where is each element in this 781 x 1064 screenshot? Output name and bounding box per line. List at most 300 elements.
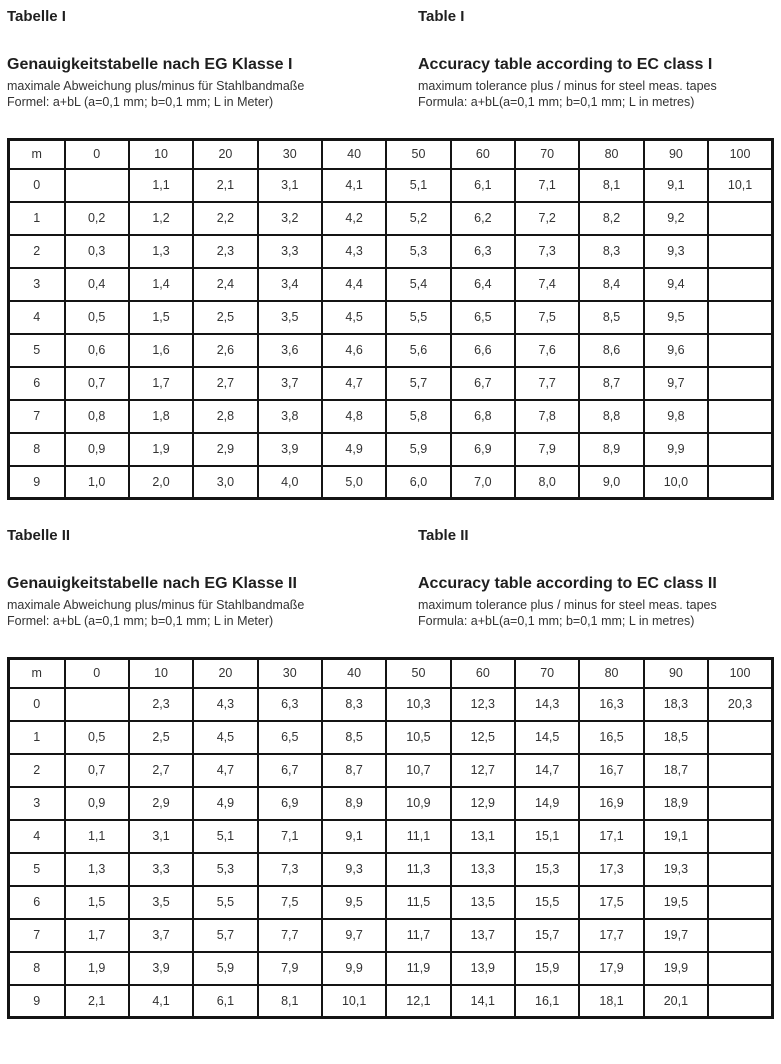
- table-cell: 4,7: [193, 754, 257, 787]
- table-cell: 12,1: [386, 985, 450, 1018]
- table-cell: 3,6: [258, 334, 322, 367]
- table-cell: [708, 787, 772, 820]
- table-cell: 0,8: [65, 400, 129, 433]
- table-row: [9, 886, 773, 919]
- table-cell: 1,5: [65, 886, 129, 919]
- table-cell: [708, 235, 772, 268]
- table-cell: 13,3: [451, 853, 515, 886]
- table-formula-de: Formel: a+bL (a=0,1 mm; b=0,1 mm; L in Meter): [7, 95, 274, 109]
- table-cell: 6,7: [258, 754, 322, 787]
- table-cell: 11,7: [386, 919, 450, 952]
- table-cell: 11,3: [386, 853, 450, 886]
- table-cell: 6,0: [386, 466, 450, 499]
- table-cell: 7,5: [515, 301, 579, 334]
- table-cell: 1,1: [129, 169, 193, 202]
- table-cell: 0,3: [65, 235, 129, 268]
- table-cell: 6,4: [451, 268, 515, 301]
- table-cell: 1,9: [65, 952, 129, 985]
- table-cell: 2,0: [129, 466, 193, 499]
- accuracy-table-class-2: [7, 657, 774, 1019]
- table-cell: 12,7: [451, 754, 515, 787]
- table-cell: 1,9: [129, 433, 193, 466]
- table-cell: 5,7: [386, 367, 450, 400]
- table-cell: 6,5: [451, 301, 515, 334]
- table-cell: 1,2: [129, 202, 193, 235]
- table-cell: 7,7: [258, 919, 322, 952]
- row-header: 6: [9, 886, 65, 919]
- column-header: 90: [644, 659, 708, 688]
- section-label-de: Tabelle II: [7, 527, 71, 544]
- table-cell: 1,7: [129, 367, 193, 400]
- table-cell: 2,3: [129, 688, 193, 721]
- table-cell: 5,9: [386, 433, 450, 466]
- table-cell: 5,6: [386, 334, 450, 367]
- table-cell: 4,2: [322, 202, 386, 235]
- table-cell: 14,1: [451, 985, 515, 1018]
- table-formula-en: Formula: a+bL(a=0,1 mm; b=0,1 mm; L in metres): [418, 95, 695, 109]
- table-cell: 7,1: [258, 820, 322, 853]
- table-cell: 3,9: [258, 433, 322, 466]
- table-cell: [708, 466, 772, 499]
- table-cell: 2,1: [193, 169, 257, 202]
- row-header: 3: [9, 268, 65, 301]
- table-cell: 3,5: [258, 301, 322, 334]
- table-cell: 12,9: [451, 787, 515, 820]
- table-cell: 12,5: [451, 721, 515, 754]
- table-cell: 1,0: [65, 466, 129, 499]
- table-cell: 15,3: [515, 853, 579, 886]
- row-header: 8: [9, 433, 65, 466]
- table-cell: 4,1: [129, 985, 193, 1018]
- column-header: 60: [451, 659, 515, 688]
- table-cell: 2,6: [193, 334, 257, 367]
- row-header: 3: [9, 787, 65, 820]
- column-header: 60: [451, 140, 515, 169]
- table-cell: 14,9: [515, 787, 579, 820]
- table-cell: 0,5: [65, 721, 129, 754]
- table-cell: 5,3: [386, 235, 450, 268]
- table-cell: 15,5: [515, 886, 579, 919]
- table-cell: 2,9: [129, 787, 193, 820]
- table-cell: 15,9: [515, 952, 579, 985]
- table-cell: [708, 400, 772, 433]
- table-cell: 1,3: [129, 235, 193, 268]
- table-cell: 14,7: [515, 754, 579, 787]
- row-header: 7: [9, 919, 65, 952]
- table-cell: 13,9: [451, 952, 515, 985]
- table-cell: 9,2: [644, 202, 708, 235]
- table-cell: 14,3: [515, 688, 579, 721]
- table-cell: 6,2: [451, 202, 515, 235]
- table-title-en: Accuracy table according to EC class II: [418, 575, 717, 592]
- table-cell: 10,1: [322, 985, 386, 1018]
- section-label-en: Table II: [418, 527, 469, 544]
- table-subtitle-en: maximum tolerance plus / minus for steel meas. tapes: [418, 598, 717, 612]
- table-cell: 9,9: [644, 433, 708, 466]
- table-cell: 2,9: [193, 433, 257, 466]
- table-cell: 2,7: [193, 367, 257, 400]
- table-cell: 10,9: [386, 787, 450, 820]
- table-cell: 17,7: [579, 919, 643, 952]
- table-cell: 9,4: [644, 268, 708, 301]
- row-header: 1: [9, 202, 65, 235]
- table-cell: 18,7: [644, 754, 708, 787]
- table-cell: 8,6: [579, 334, 643, 367]
- table-cell: 19,7: [644, 919, 708, 952]
- column-header: 10: [129, 659, 193, 688]
- table-cell: 8,8: [579, 400, 643, 433]
- table-row: [9, 787, 773, 820]
- table-cell: 8,2: [579, 202, 643, 235]
- table-cell: 6,7: [451, 367, 515, 400]
- column-header: 30: [258, 140, 322, 169]
- column-header: 40: [322, 140, 386, 169]
- table-cell: 4,3: [193, 688, 257, 721]
- table-header-row: [9, 140, 773, 169]
- accuracy-table-class-1: [7, 138, 774, 500]
- table-cell: 1,3: [65, 853, 129, 886]
- row-header: 9: [9, 985, 65, 1018]
- table-cell: 19,9: [644, 952, 708, 985]
- table-cell: 8,9: [579, 433, 643, 466]
- table-cell: [708, 367, 772, 400]
- table-cell: 19,3: [644, 853, 708, 886]
- table-cell: [708, 952, 772, 985]
- table-cell: 2,3: [193, 235, 257, 268]
- table-cell: 10,5: [386, 721, 450, 754]
- table-row: [9, 235, 773, 268]
- table-cell: 0,7: [65, 754, 129, 787]
- table-cell: 6,1: [193, 985, 257, 1018]
- table-cell: 3,4: [258, 268, 322, 301]
- table-cell: 13,1: [451, 820, 515, 853]
- table-cell: 6,5: [258, 721, 322, 754]
- table-cell: 3,3: [258, 235, 322, 268]
- section-class-1: [7, 8, 774, 500]
- table-cell: 9,8: [644, 400, 708, 433]
- column-header: 100: [708, 140, 772, 169]
- table-cell: 2,7: [129, 754, 193, 787]
- table-cell: 5,1: [193, 820, 257, 853]
- table-cell: 9,6: [644, 334, 708, 367]
- table-cell: 7,9: [258, 952, 322, 985]
- table-cell: 7,4: [515, 268, 579, 301]
- table-cell: 8,0: [515, 466, 579, 499]
- table-cell: 7,2: [515, 202, 579, 235]
- table-cell: 3,7: [258, 367, 322, 400]
- table-cell: [708, 433, 772, 466]
- table-cell: 8,1: [258, 985, 322, 1018]
- table-row: [9, 334, 773, 367]
- table-cell: 0,5: [65, 301, 129, 334]
- table-row: [9, 688, 773, 721]
- table-row: [9, 433, 773, 466]
- column-header: 70: [515, 140, 579, 169]
- table-row: [9, 466, 773, 499]
- table-cell: 13,7: [451, 919, 515, 952]
- table-cell: 2,8: [193, 400, 257, 433]
- table-cell: 3,1: [129, 820, 193, 853]
- table-cell: 3,2: [258, 202, 322, 235]
- column-header: m: [9, 659, 65, 688]
- table-cell: 20,1: [644, 985, 708, 1018]
- table-cell: 9,3: [322, 853, 386, 886]
- table-cell: 0,4: [65, 268, 129, 301]
- row-header: 0: [9, 688, 65, 721]
- table-cell: 9,5: [644, 301, 708, 334]
- table-cell: 17,1: [579, 820, 643, 853]
- table-cell: 1,4: [129, 268, 193, 301]
- table-cell: 5,0: [322, 466, 386, 499]
- table-cell: 10,1: [708, 169, 772, 202]
- table-cell: 2,5: [193, 301, 257, 334]
- table-cell: 3,9: [129, 952, 193, 985]
- table-cell: [708, 985, 772, 1018]
- table-cell: 9,7: [644, 367, 708, 400]
- table-row: [9, 919, 773, 952]
- table-cell: 11,9: [386, 952, 450, 985]
- table-cell: 16,9: [579, 787, 643, 820]
- table-cell: 2,4: [193, 268, 257, 301]
- table-cell: 4,7: [322, 367, 386, 400]
- table-cell: 8,7: [322, 754, 386, 787]
- table-cell: [708, 754, 772, 787]
- table-cell: 3,1: [258, 169, 322, 202]
- table-cell: 0,9: [65, 787, 129, 820]
- table-cell: 1,5: [129, 301, 193, 334]
- column-header: 20: [193, 140, 257, 169]
- table-cell: 9,7: [322, 919, 386, 952]
- row-header: 4: [9, 820, 65, 853]
- table-cell: 4,0: [258, 466, 322, 499]
- table-cell: 8,5: [579, 301, 643, 334]
- table-cell: 7,8: [515, 400, 579, 433]
- table-row: [9, 400, 773, 433]
- table-cell: 5,8: [386, 400, 450, 433]
- row-header: 1: [9, 721, 65, 754]
- section-1-headings: [7, 8, 774, 110]
- table-cell: 7,5: [258, 886, 322, 919]
- table-cell: 14,5: [515, 721, 579, 754]
- table-cell: [708, 268, 772, 301]
- column-header: 100: [708, 659, 772, 688]
- column-header: 20: [193, 659, 257, 688]
- table-cell: [65, 169, 129, 202]
- table-cell: 4,5: [193, 721, 257, 754]
- table-title-de: Genauigkeitstabelle nach EG Klasse I: [7, 56, 293, 73]
- table-title-de: Genauigkeitstabelle nach EG Klasse II: [7, 575, 297, 592]
- table-cell: 7,3: [515, 235, 579, 268]
- section-2-headings: [7, 527, 774, 629]
- table-cell: 9,1: [322, 820, 386, 853]
- table-cell: 17,3: [579, 853, 643, 886]
- table-cell: 8,4: [579, 268, 643, 301]
- table-cell: 8,5: [322, 721, 386, 754]
- table-cell: 6,8: [451, 400, 515, 433]
- table-row: [9, 268, 773, 301]
- table-cell: 10,0: [644, 466, 708, 499]
- table-row: [9, 853, 773, 886]
- table-cell: 5,3: [193, 853, 257, 886]
- row-header: 4: [9, 301, 65, 334]
- table-formula-en: Formula: a+bL(a=0,1 mm; b=0,1 mm; L in metres): [418, 614, 695, 628]
- table-row: [9, 820, 773, 853]
- table-cell: 5,5: [386, 301, 450, 334]
- table-cell: 5,9: [193, 952, 257, 985]
- row-header: 0: [9, 169, 65, 202]
- table-cell: 16,5: [579, 721, 643, 754]
- table-cell: 12,3: [451, 688, 515, 721]
- table-cell: 5,2: [386, 202, 450, 235]
- table-cell: 8,3: [322, 688, 386, 721]
- table-subtitle-de: maximale Abweichung plus/minus für Stahlbandmaße: [7, 79, 305, 93]
- table-cell: 7,9: [515, 433, 579, 466]
- table-cell: 10,7: [386, 754, 450, 787]
- table-cell: 1,1: [65, 820, 129, 853]
- table-cell: 11,5: [386, 886, 450, 919]
- row-header: 6: [9, 367, 65, 400]
- table-cell: 6,9: [258, 787, 322, 820]
- table-cell: 9,9: [322, 952, 386, 985]
- table-cell: 6,1: [451, 169, 515, 202]
- table-cell: 8,9: [322, 787, 386, 820]
- table-cell: [708, 202, 772, 235]
- table-cell: 5,1: [386, 169, 450, 202]
- table-cell: 0,9: [65, 433, 129, 466]
- table-cell: 7,0: [451, 466, 515, 499]
- table-cell: 3,7: [129, 919, 193, 952]
- column-header: m: [9, 140, 65, 169]
- table-cell: 9,5: [322, 886, 386, 919]
- table-cell: 18,5: [644, 721, 708, 754]
- table-title-en: Accuracy table according to EC class I: [418, 56, 713, 73]
- row-header: 2: [9, 235, 65, 268]
- table-cell: 8,7: [579, 367, 643, 400]
- section-1-english-heading: [418, 8, 774, 110]
- column-header: 50: [386, 659, 450, 688]
- table-cell: 0,2: [65, 202, 129, 235]
- column-header: 30: [258, 659, 322, 688]
- section-class-2: [7, 527, 774, 1019]
- table-row: [9, 985, 773, 1018]
- section-label-en: Table I: [418, 8, 465, 25]
- row-header: 5: [9, 334, 65, 367]
- column-header: 50: [386, 140, 450, 169]
- table-cell: 1,6: [129, 334, 193, 367]
- column-header: 80: [579, 659, 643, 688]
- table-subtitle-de: maximale Abweichung plus/minus für Stahlbandmaße: [7, 598, 305, 612]
- table-cell: 8,1: [579, 169, 643, 202]
- section-label-de: Tabelle I: [7, 8, 66, 25]
- table-cell: 0,6: [65, 334, 129, 367]
- table-cell: 16,7: [579, 754, 643, 787]
- table-cell: 18,1: [579, 985, 643, 1018]
- table-formula-de: Formel: a+bL (a=0,1 mm; b=0,1 mm; L in Meter): [7, 614, 274, 628]
- table-cell: 1,7: [65, 919, 129, 952]
- column-header: 70: [515, 659, 579, 688]
- table-cell: [708, 301, 772, 334]
- table-cell: 5,7: [193, 919, 257, 952]
- table-cell: 18,3: [644, 688, 708, 721]
- table-cell: 6,3: [258, 688, 322, 721]
- table-cell: 4,1: [322, 169, 386, 202]
- table-cell: 4,3: [322, 235, 386, 268]
- table-cell: 9,1: [644, 169, 708, 202]
- table-row: [9, 301, 773, 334]
- table-cell: 7,1: [515, 169, 579, 202]
- table-cell: 3,3: [129, 853, 193, 886]
- table-row: [9, 952, 773, 985]
- table-cell: 8,3: [579, 235, 643, 268]
- table-cell: [708, 334, 772, 367]
- table-cell: [708, 886, 772, 919]
- table-cell: 7,6: [515, 334, 579, 367]
- table-cell: 13,5: [451, 886, 515, 919]
- table-cell: 4,6: [322, 334, 386, 367]
- section-1-german-heading: [7, 8, 418, 110]
- table-cell: 4,8: [322, 400, 386, 433]
- table-row: [9, 202, 773, 235]
- section-2-english-heading: [418, 527, 774, 629]
- table-cell: 18,9: [644, 787, 708, 820]
- table-header-row: [9, 659, 773, 688]
- table-cell: [708, 721, 772, 754]
- table-subtitle-en: maximum tolerance plus / minus for steel meas. tapes: [418, 79, 717, 93]
- column-header: 80: [579, 140, 643, 169]
- table-cell: 4,9: [193, 787, 257, 820]
- table-cell: 4,5: [322, 301, 386, 334]
- table-cell: 5,4: [386, 268, 450, 301]
- table-cell: 15,7: [515, 919, 579, 952]
- section-2-german-heading: [7, 527, 418, 629]
- table-cell: 2,2: [193, 202, 257, 235]
- table-cell: 19,5: [644, 886, 708, 919]
- table-cell: 3,0: [193, 466, 257, 499]
- table-cell: 20,3: [708, 688, 772, 721]
- row-header: 8: [9, 952, 65, 985]
- table-cell: 2,5: [129, 721, 193, 754]
- table-cell: 11,1: [386, 820, 450, 853]
- column-header: 10: [129, 140, 193, 169]
- table-row: [9, 169, 773, 202]
- table-cell: 4,9: [322, 433, 386, 466]
- table-row: [9, 721, 773, 754]
- table-cell: [708, 919, 772, 952]
- table-cell: 5,5: [193, 886, 257, 919]
- row-header: 9: [9, 466, 65, 499]
- table-cell: [708, 853, 772, 886]
- table-cell: 17,9: [579, 952, 643, 985]
- table-cell: 4,4: [322, 268, 386, 301]
- table-cell: 16,1: [515, 985, 579, 1018]
- table-cell: 0,7: [65, 367, 129, 400]
- table-cell: 10,3: [386, 688, 450, 721]
- table-cell: 2,1: [65, 985, 129, 1018]
- table-cell: 7,3: [258, 853, 322, 886]
- column-header: 0: [65, 140, 129, 169]
- table-cell: 1,8: [129, 400, 193, 433]
- table-cell: 16,3: [579, 688, 643, 721]
- row-header: 7: [9, 400, 65, 433]
- table-cell: 15,1: [515, 820, 579, 853]
- table-cell: [65, 688, 129, 721]
- table-cell: 9,0: [579, 466, 643, 499]
- table-cell: 6,9: [451, 433, 515, 466]
- table-cell: 17,5: [579, 886, 643, 919]
- table-cell: [708, 820, 772, 853]
- table-cell: 3,8: [258, 400, 322, 433]
- row-header: 5: [9, 853, 65, 886]
